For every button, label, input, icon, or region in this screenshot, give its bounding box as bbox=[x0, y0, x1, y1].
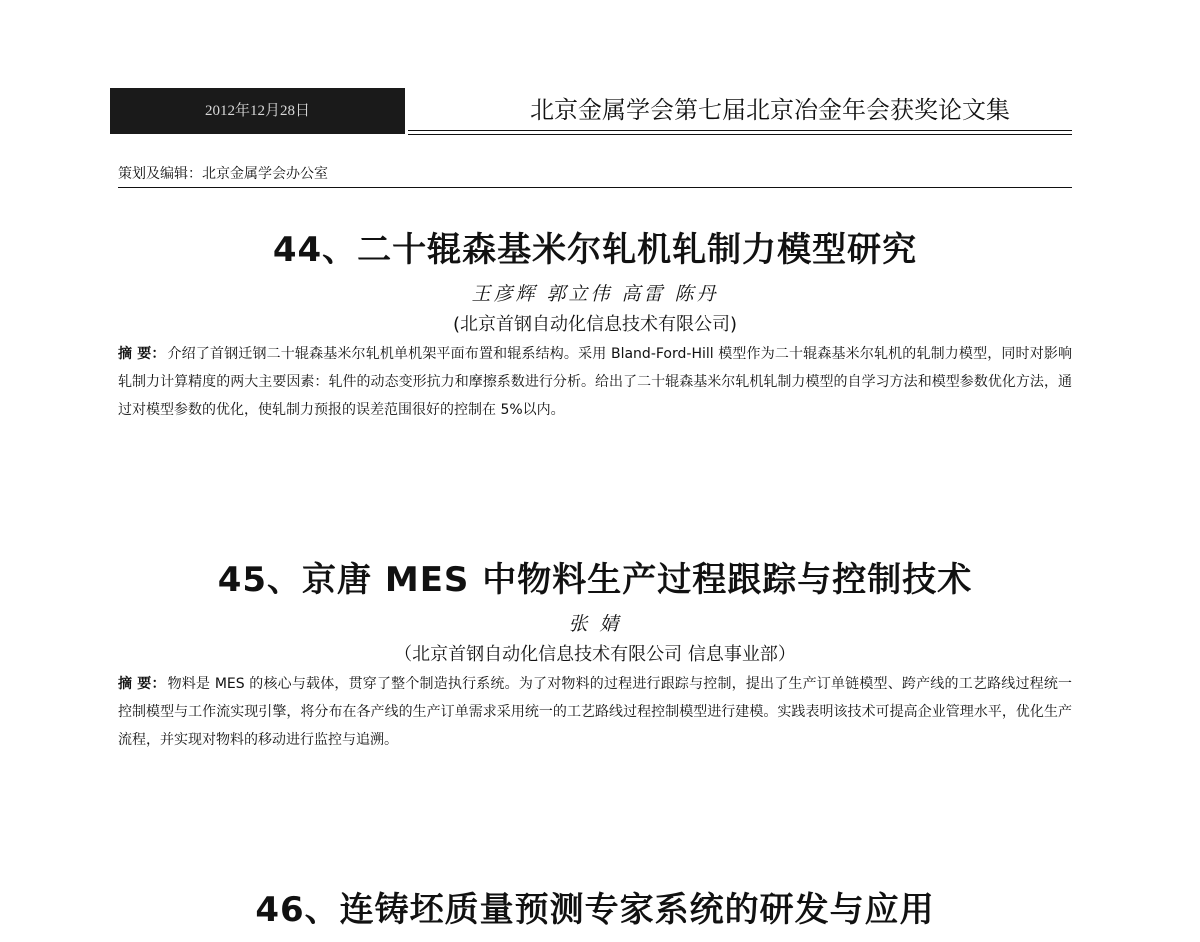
abstract-text: 介绍了首钢迁钢二十辊森基米尔轧机单机架平面布置和辊系结构。采用 Bland-Ford-Hill 模型作为二十辊森基米尔轧机的轧制力模型，同时对影响轧制力计算精度的两大主要因素：轧件的动态变形抗力和摩擦系数进行分析。给出了二十辊森基米尔轧机轧制力模型的自学习方法和模型参数优化方法，通过对模型参数的优化，使轧制力预报的误差范围很好的控制在 5%以内。 bbox=[118, 346, 1073, 418]
article-affiliation: （北京首钢自动化信息技术有限公司 信息事业部） bbox=[394, 644, 796, 665]
article-authors: 张 婧 bbox=[568, 613, 622, 635]
article-affiliation: (北京首钢自动化信息技术有限公司) bbox=[452, 314, 738, 335]
article-title: 46、连铸坯质量预测专家系统的研发与应用 bbox=[255, 890, 935, 930]
article-abstract bbox=[118, 340, 1072, 424]
article-abstract bbox=[118, 670, 1072, 754]
abstract-label: 摘 要： bbox=[118, 346, 166, 362]
article-45 bbox=[118, 552, 1072, 754]
abstract-text: 物料是 MES 的核心与载体，贯穿了整个制造执行系统。为了对物料的过程进行跟踪与控制，提出了生产订单链模型、跨产线的工艺路线过程统一控制模型与工作流实现引擎，将分布在各产线的生产订单需求采用统一的工艺路线过程控制模型进行建模。实践表明该技术可提高企业管理水平，优化生产流程，并实现对物料的移动进行监控与追溯。 bbox=[118, 676, 1073, 748]
article-46 bbox=[118, 882, 1072, 931]
header-rule-thin bbox=[408, 134, 1072, 135]
journal-title: 北京金属学会第七届北京冶金年会获奖论文集 bbox=[530, 96, 1010, 124]
header-rule bbox=[408, 130, 1072, 131]
editor-text: 策划及编辑：北京金属学会办公室 bbox=[118, 166, 328, 182]
editor-line bbox=[118, 163, 1072, 188]
article-authors: 王彦辉 郭立伟 高雷 陈丹 bbox=[471, 283, 719, 305]
article-title: 45、京唐 MES 中物料生产过程跟踪与控制技术 bbox=[217, 560, 973, 600]
article-title: 44、二十辊森基米尔轧机轧制力模型研究 bbox=[272, 230, 918, 270]
page-header bbox=[110, 88, 1072, 136]
header-date: 2012年12月28日 bbox=[110, 88, 405, 134]
abstract-label: 摘 要： bbox=[118, 676, 166, 692]
article-44 bbox=[118, 222, 1072, 424]
